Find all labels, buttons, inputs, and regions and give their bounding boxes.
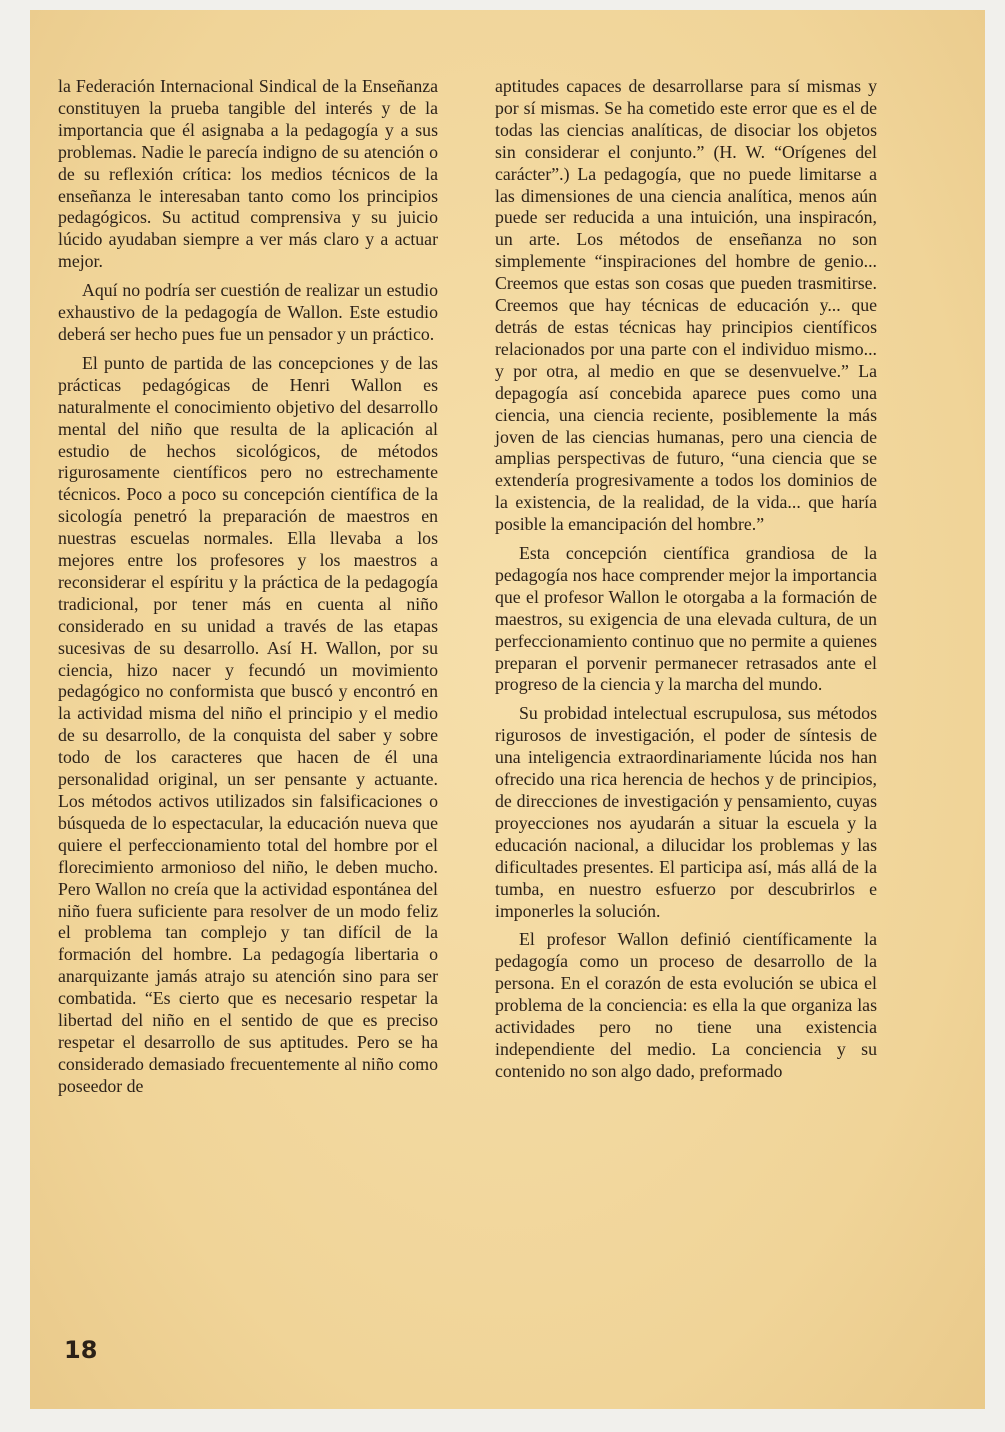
- paragraph: aptitudes capaces de desarrollarse para sí mismas y por sí mismas. Se ha cometido este error que es el de todas las ciencias analíticas, de disociar los objetos sin considerar el conjunto.” (H. W. “Orígenes del carácter”.) La pedagogía, que no puede limitarse a las dimensiones de una ciencia analítica, menos aún puede ser reducida a una intuición, una inspiracón, un arte. Los métodos de enseñanza no son simplemente “inspiraciones del hombre de genio... Creemos que estas son cosas que pueden trasmitirse. Creemos que hay técnicas de educación y... que detrás de estas técnicas hay principios científicos relacionados por una parte con el individuo mismo... y por otra, al medio en que se desenvuelve.” La depagogía así concebida aparece pues como una ciencia, una ciencia reciente, posiblemente la más joven de las ciencias humanas, pero una ciencia de amplias perspectivas de futuro, “una ciencia que se extendería progresivamente a todos los dominios de la existencia, de la realidad, de la vida... que haría posible la emancipación del hombre.”: [495, 76, 877, 535]
- paragraph: Su probidad intelectual escrupulosa, sus métodos rigurosos de investigación, el poder de síntesis de una inteligencia extraordinariamente lúcida nos han ofrecido una rica herencia de hechos y de principios, de direcciones de investigación y pensamiento, cuyas proyecciones nos ayudarán a situar la escuela y la educación nacional, a dilucidar los problemas y las dificultades presentes. El participa así, más allá de la tumba, en nuestro esfuerzo por descubrirlos e imponerles la solución.: [495, 703, 877, 921]
- left-text-column: [58, 76, 438, 1105]
- paragraph: El profesor Wallon definió científicamente la pedagogía como un proceso de desarrollo de la persona. En el corazón de esta evolución se ubica el problema de la conciencia: es ella la que organiza las actividades pero no tiene una existencia independiente del medio. La conciencia y su contenido no son algo dado, preformado: [495, 929, 877, 1081]
- paragraph: El punto de partida de las concepciones y de las prácticas pedagógicas de Henri Wallon es naturalmente el conocimiento objetivo del desarrollo mental del niño que resulta de la aplicación al estudio de hechos sicológicos, de métodos rigurosamente científicos pero no estrechamente técnicos. Poco a poco su concepción científica de la sicología penetró la preparación de maestros en nuestras escuelas normales. Ella llevaba a los mejores entre los profesores y los maestros a reconsiderar el espíritu y la práctica de la pedagogía tradicional, por tener más en cuenta al niño considerado en su unidad a través de las etapas sucesivas de su desarrollo. Así H. Wallon, por su ciencia, hizo nacer y fecundó un movimiento pedagógico no conformista que buscó y encontró en la actividad misma del niño el principio y el medio de su desarrollo, de la conquista del saber y sobre todo de los caracteres que hacen de él una personalidad original, un ser pensante y actuante. Los métodos activos utilizados sin falsificaciones o búsqueda de lo espectacular, la educación nueva que quiere el perfeccionamiento total del hombre por el florecimiento armonioso del niño, le deben mucho. Pero Wallon no creía que la actividad espontánea del niño fuera suficiente para resolver de un modo feliz el problema tan complejo y tan difícil de la formación del hombre. La pedagogía libertaria o anarquizante jamás atrajo su atención sino para ser combatida. “Es cierto que es necesario respetar la libertad del niño en el sentido de que es preciso respetar el desarrollo de sus aptitudes. Pero se ha considerado demasiado frecuentemente al niño como poseedor de: [58, 352, 438, 1096]
- page-number: 18: [64, 1336, 98, 1364]
- paragraph: Aquí no podría ser cuestión de realizar un estudio exhaustivo de la pedagogía de Wallon. Este estudio deberá ser hecho pues fue un pensador y un práctico.: [58, 280, 438, 344]
- paragraph: la Federación Internacional Sindical de la Enseñanza constituyen la prueba tangible del interés y de la importancia que él asignaba a la pedagogía y a sus problemas. Nadie le parecía indigno de su atención o de su reflexión crítica: los medios técnicos de la enseñanza le interesaban tanto como los principios pedagógicos. Su actitud comprensiva y su juicio lúcido ayudaban siempre a ver más claro y a actuar mejor.: [58, 76, 438, 272]
- right-text-column: [495, 76, 877, 1090]
- page-bottom-margin: [0, 1409, 1005, 1432]
- paragraph: Esta concepción científica grandiosa de la pedagogía nos hace comprender mejor la importancia que el profesor Wallon le otorgaba a la formación de maestros, su exigencia de una elevada cultura, de un perfeccionamiento continuo que no permite a quienes preparan el porvenir permanecer retrasados ante el progreso de la ciencia y la marcha del mundo.: [495, 543, 877, 695]
